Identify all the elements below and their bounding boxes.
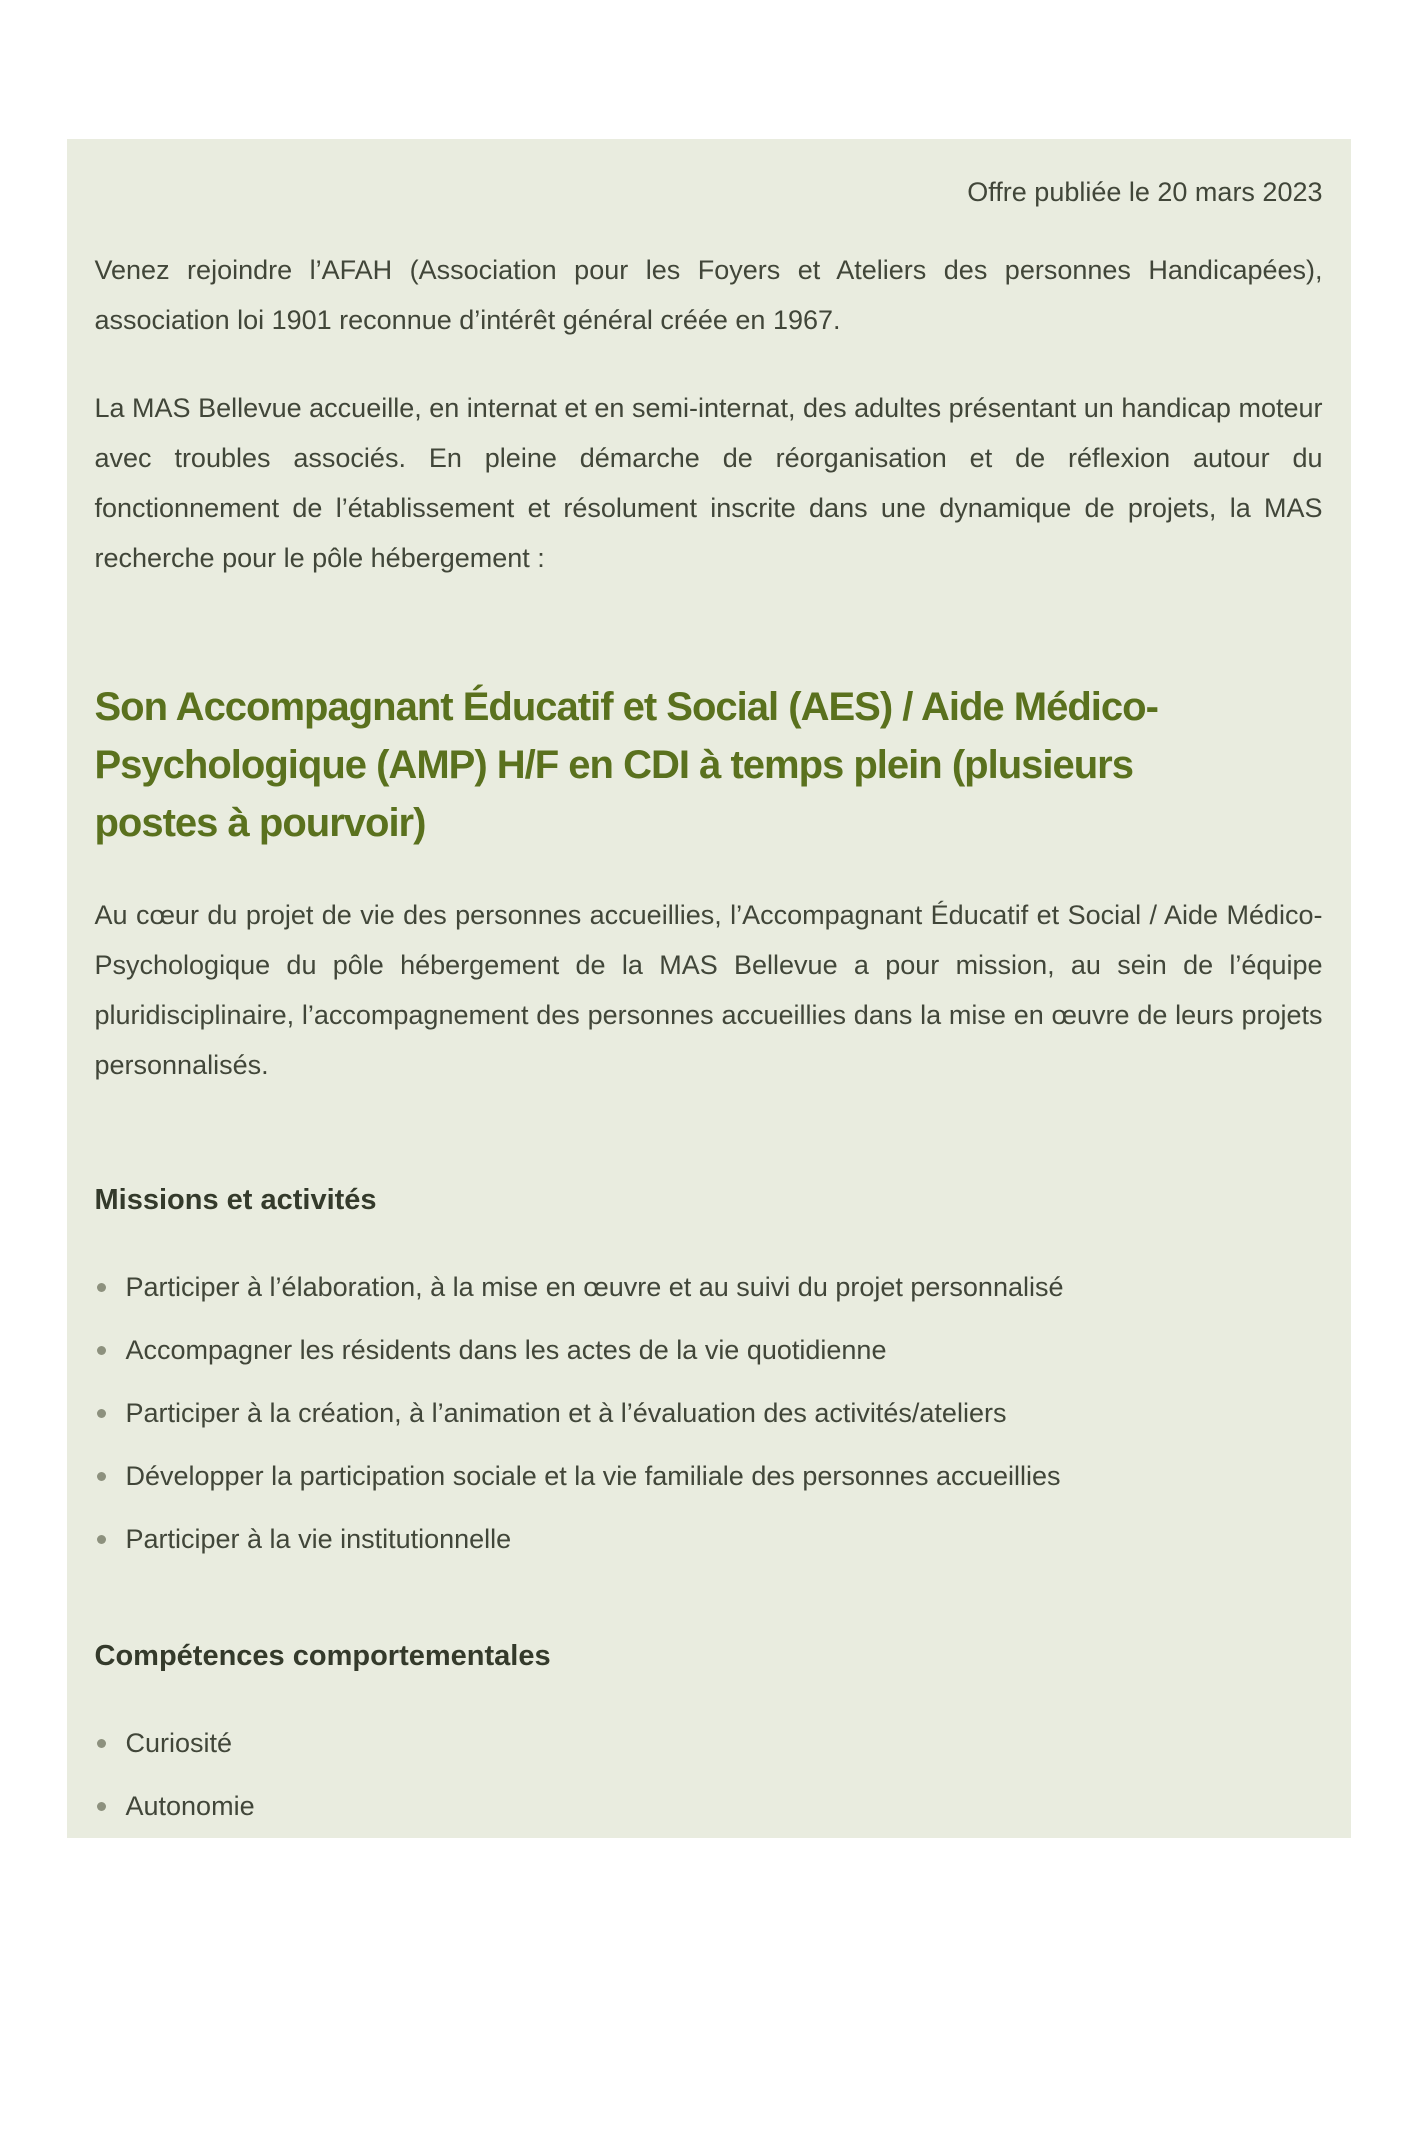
list-item-label: Curiosité bbox=[125, 1728, 233, 1758]
list-item bbox=[95, 1325, 1323, 1375]
list-item bbox=[95, 1451, 1323, 1501]
list-item bbox=[95, 1514, 1323, 1564]
list-item-label: Participer à la vie institutionnelle bbox=[125, 1524, 512, 1554]
list-item-label: Autonomie bbox=[125, 1791, 255, 1821]
intro-paragraph: Venez rejoindre l’AFAH (Association pour les Foyers et Ateliers des personnes Handicapées), association loi 1901 reconnue d’intérêt général créée en 1967. bbox=[94, 255, 1323, 335]
list-item bbox=[95, 1781, 1323, 1831]
job-offer-card bbox=[67, 139, 1351, 1838]
presentation-paragraph: La MAS Bellevue accueille, en internat et en semi-internat, des adultes présentant un handicap moteur avec troubles associés. En pleine démarche de réorganisation et de réflexion autour du fonctionnement de l’établissement et résolument inscrite dans une dynamique de projets, la MAS recherche pour le pôle hébergement : bbox=[94, 393, 1323, 573]
job-title-line-3: postes à pourvoir) bbox=[94, 801, 426, 845]
publish-date: Offre publiée le 20 mars 2023 bbox=[967, 177, 1323, 207]
list-item-label: Accompagner les résidents dans les actes de la vie quotidienne bbox=[125, 1335, 887, 1365]
list-item-label: Participer à la création, à l’animation et à l’évaluation des activités/ateliers bbox=[125, 1398, 1007, 1428]
job-title bbox=[95, 678, 1323, 852]
bullet-icon bbox=[97, 1802, 106, 1811]
list-item bbox=[95, 1262, 1323, 1312]
competences-section-title: Compétences comportementales bbox=[94, 1640, 551, 1672]
bullet-icon bbox=[97, 1535, 106, 1544]
bullet-icon bbox=[97, 1472, 106, 1481]
job-title-line-2: Psychologique (AMP) H/F en CDI à temps plein (plusieurs bbox=[94, 743, 1133, 787]
role-summary-paragraph: Au cœur du projet de vie des personnes accueillies, l’Accompagnant Éducatif et Social / Aide Médico-Psychologique du pôle hébergement de la MAS Bellevue a pour mission, au sein de l’équipe pluridisciplinaire, l’accompagnement des personnes accueillies dans la mise en œuvre de leurs projets personnalisés. bbox=[94, 900, 1323, 1080]
list-item-label: Développer la participation sociale et la vie familiale des personnes accueillies bbox=[125, 1461, 1061, 1491]
bullet-icon bbox=[97, 1283, 106, 1292]
missions-section-title: Missions et activités bbox=[94, 1184, 377, 1216]
list-item bbox=[95, 1718, 1323, 1768]
list-item bbox=[95, 1388, 1323, 1438]
list-item-label: Participer à l’élaboration, à la mise en œuvre et au suivi du projet personnalisé bbox=[125, 1272, 1064, 1302]
bullet-icon bbox=[97, 1739, 106, 1748]
bullet-icon bbox=[97, 1346, 106, 1355]
competences-list bbox=[95, 1718, 1323, 1831]
missions-list bbox=[95, 1262, 1323, 1564]
job-title-line-1: Son Accompagnant Éducatif et Social (AES) / Aide Médico- bbox=[94, 685, 1158, 729]
bullet-icon bbox=[97, 1409, 106, 1418]
